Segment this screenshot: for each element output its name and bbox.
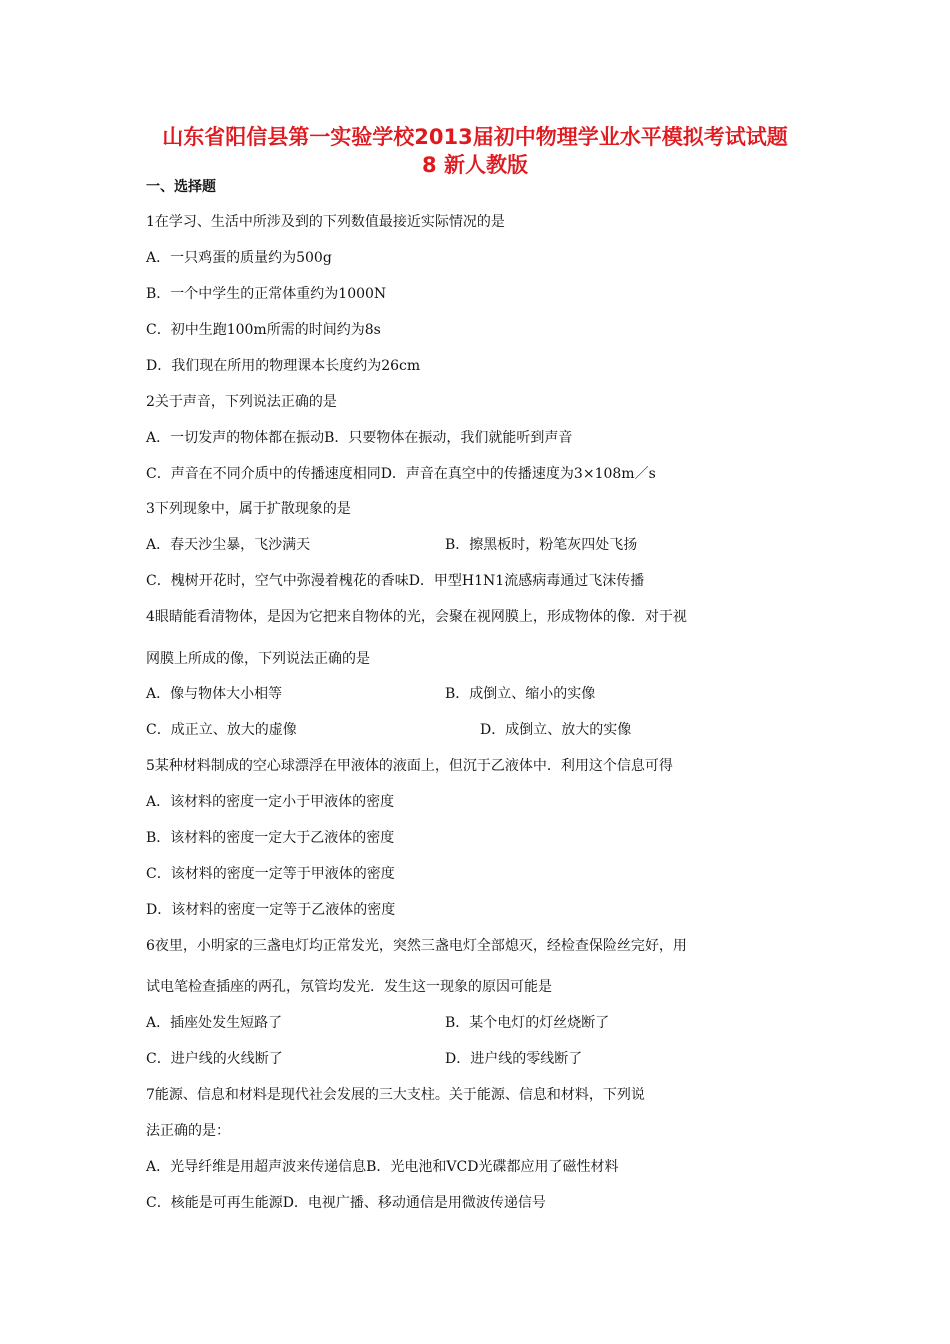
question-6-stem-line-1: 6夜里，小明家的三盏电灯均正常发光，突然三盏电灯全部熄灭，经检查保险丝完好，用 [146, 938, 687, 954]
question-4-option-b: B．成倒立、缩小的实像 [445, 686, 596, 702]
question-6-option-c: C．进户线的火线断了 [146, 1051, 283, 1067]
question-7-stem-line-1: 7能源、信息和材料是现代社会发展的三大支柱。关于能源、信息和材料，下列说 [146, 1087, 645, 1103]
question-7-options-ab: A．光导纤维是用超声波来传递信息B．光电池和VCD光碟都应用了磁性材料 [146, 1159, 619, 1175]
question-6-option-b: B．某个电灯的灯丝烧断了 [445, 1015, 610, 1031]
question-3-stem: 3下列现象中，属于扩散现象的是 [146, 501, 351, 517]
question-2-stem: 2关于声音，下列说法正确的是 [146, 394, 337, 410]
question-6-option-a: A．插座处发生短路了 [146, 1015, 283, 1031]
section-heading: 一、选择题 [146, 179, 216, 195]
question-6-stem-line-2: 试电笔检查插座的两孔，氖管均发光．发生这一现象的原因可能是 [146, 979, 552, 995]
question-5-option-b: B．该材料的密度一定大于乙液体的密度 [146, 830, 395, 846]
question-1-option-d: D．我们现在所用的物理课本长度约为26cm [146, 358, 421, 374]
question-5-stem: 5某种材料制成的空心球漂浮在甲液体的液面上，但沉于乙液体中．利用这个信息可得 [146, 758, 673, 774]
question-7-stem-line-2: 法正确的是： [146, 1123, 230, 1139]
document-title-line-2: 8 新人教版 [422, 153, 528, 177]
question-4-option-c: C．成正立、放大的虚像 [146, 722, 297, 738]
question-6-option-d: D．进户线的零线断了 [445, 1051, 583, 1067]
question-2-options-ab: A．一切发声的物体都在振动B．只要物体在振动，我们就能听到声音 [146, 430, 573, 446]
question-1-option-c: C．初中生跑100m所需的时间约为8s [146, 322, 381, 338]
question-2-options-cd: C．声音在不同介质中的传播速度相同D．声音在真空中的传播速度为3×108m／s [146, 466, 656, 482]
question-1-stem: 1在学习、生活中所涉及到的下列数值最接近实际情况的是 [146, 214, 505, 230]
question-1-option-a: A．一只鸡蛋的质量约为500g [146, 250, 332, 266]
question-3-option-b: B．擦黑板时，粉笔灰四处飞扬 [445, 537, 638, 553]
question-5-option-d: D．该材料的密度一定等于乙液体的密度 [146, 902, 396, 918]
question-4-stem-line-2: 网膜上所成的像，下列说法正确的是 [146, 651, 370, 667]
question-4-stem-line-1: 4眼睛能看清物体，是因为它把来自物体的光，会聚在视网膜上，形成物体的像．对于视 [146, 609, 687, 625]
question-4-option-a: A．像与物体大小相等 [146, 686, 283, 702]
question-5-option-a: A．该材料的密度一定小于甲液体的密度 [146, 794, 395, 810]
question-3-option-a: A．春天沙尘暴，飞沙满天 [146, 537, 311, 553]
question-7-options-cd: C．核能是可再生能源D．电视广播、移动通信是用微波传递信号 [146, 1195, 546, 1211]
question-5-option-c: C．该材料的密度一定等于甲液体的密度 [146, 866, 395, 882]
question-1-option-b: B．一个中学生的正常体重约为1000N [146, 286, 387, 302]
document-title-line-1: 山东省阳信县第一实验学校2013届初中物理学业水平模拟考试试题 [162, 125, 788, 149]
question-3-options-cd: C．槐树开花时，空气中弥漫着槐花的香味D．甲型H1N1流感病毒通过飞沫传播 [146, 573, 645, 589]
question-4-option-d: D．成倒立、放大的实像 [480, 722, 632, 738]
